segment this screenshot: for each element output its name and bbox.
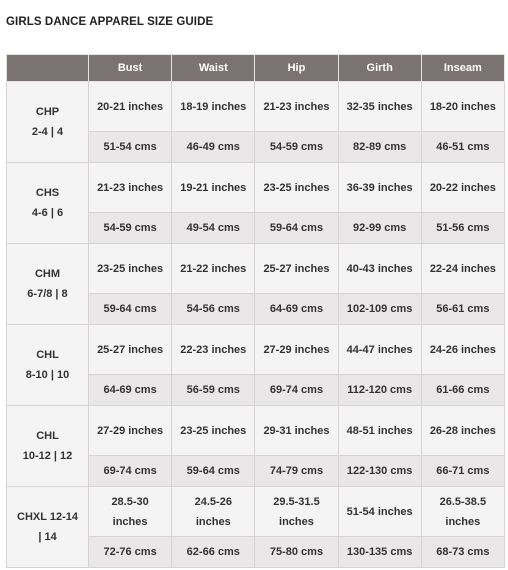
- inseam-cms-cell: 66-71 cms: [421, 456, 504, 487]
- inseam-inches-cell: 26.5-38.5 inches: [421, 487, 504, 537]
- size-code: CHL: [36, 349, 59, 361]
- inseam-inches-cell: 20-22 inches: [421, 163, 504, 213]
- header-size: [7, 55, 89, 82]
- size-guide-table: [6, 54, 505, 568]
- hip-inches-cell: 25-27 inches: [255, 244, 338, 294]
- hip-cms-cell: 64-69 cms: [255, 294, 338, 325]
- girth-inches-cell: 40-43 inches: [338, 244, 421, 294]
- size-range: 4-6 | 6: [31, 207, 64, 219]
- waist-inches-cell: 18-19 inches: [172, 82, 255, 132]
- size-code: CHS: [35, 187, 60, 199]
- table-row-inches: [7, 325, 505, 375]
- table-row-inches: [7, 244, 505, 294]
- size-label-cell: [7, 325, 89, 406]
- size-code: CHL: [36, 430, 59, 442]
- inseam-inches-cell: 22-24 inches: [421, 244, 504, 294]
- inseam-inches-cell: 26-28 inches: [421, 406, 504, 456]
- waist-cms-cell: 49-54 cms: [172, 213, 255, 244]
- table-row-inches: [7, 82, 505, 132]
- table-header-row: [7, 55, 505, 82]
- bust-inches-cell: 23-25 inches: [89, 244, 172, 294]
- girth-cms-cell: 130-135 cms: [338, 537, 421, 568]
- size-range: 10-12 | 12: [22, 450, 73, 462]
- hip-inches-cell: 29-31 inches: [255, 406, 338, 456]
- hip-cms-cell: 59-64 cms: [255, 213, 338, 244]
- table-body: [7, 82, 505, 568]
- bust-cms-cell: 51-54 cms: [89, 132, 172, 163]
- bust-inches-cell: 21-23 inches: [89, 163, 172, 213]
- size-code: CHXL 12-14: [17, 511, 78, 523]
- hip-inches-cell: 27-29 inches: [255, 325, 338, 375]
- hip-inches-cell: 21-23 inches: [255, 82, 338, 132]
- hip-cms-cell: 54-59 cms: [255, 132, 338, 163]
- girth-inches-cell: 44-47 inches: [338, 325, 421, 375]
- bust-cms-cell: 64-69 cms: [89, 375, 172, 406]
- girth-inches-cell: 32-35 inches: [338, 82, 421, 132]
- hip-cms-cell: 69-74 cms: [255, 375, 338, 406]
- table-row-inches: [7, 487, 505, 537]
- size-range: 2-4 | 4: [31, 126, 64, 138]
- size-range: 6-7/8 | 8: [27, 288, 68, 300]
- header-hip: Hip: [255, 55, 338, 82]
- waist-inches-cell: 21-22 inches: [172, 244, 255, 294]
- header-waist: Waist: [172, 55, 255, 82]
- size-code: CHP: [35, 106, 60, 118]
- bust-cms-cell: 59-64 cms: [89, 294, 172, 325]
- waist-cms-cell: 59-64 cms: [172, 456, 255, 487]
- girth-cms-cell: 82-89 cms: [338, 132, 421, 163]
- waist-inches-cell: 24.5-26 inches: [172, 487, 255, 537]
- table-row-inches: [7, 406, 505, 456]
- size-label-cell: [7, 82, 89, 163]
- inseam-cms-cell: 46-51 cms: [421, 132, 504, 163]
- bust-cms-cell: 72-76 cms: [89, 537, 172, 568]
- header-bust: Bust: [89, 55, 172, 82]
- waist-cms-cell: 54-56 cms: [172, 294, 255, 325]
- girth-cms-cell: 122-130 cms: [338, 456, 421, 487]
- girth-cms-cell: 102-109 cms: [338, 294, 421, 325]
- size-range: 8-10 | 10: [25, 369, 70, 381]
- size-range: | 14: [38, 531, 57, 543]
- table-row-inches: [7, 163, 505, 213]
- hip-cms-cell: 74-79 cms: [255, 456, 338, 487]
- inseam-cms-cell: 68-73 cms: [421, 537, 504, 568]
- girth-inches-cell: 51-54 inches: [338, 487, 421, 537]
- waist-inches-cell: 22-23 inches: [172, 325, 255, 375]
- bust-inches-cell: 25-27 inches: [89, 325, 172, 375]
- size-label-cell: [7, 487, 89, 568]
- size-label-cell: [7, 244, 89, 325]
- inseam-cms-cell: 61-66 cms: [421, 375, 504, 406]
- hip-cms-cell: 75-80 cms: [255, 537, 338, 568]
- girth-inches-cell: 48-51 inches: [338, 406, 421, 456]
- hip-inches-cell: 29.5-31.5 inches: [255, 487, 338, 537]
- size-label-cell: [7, 406, 89, 487]
- size-label-cell: [7, 163, 89, 244]
- bust-inches-cell: 20-21 inches: [89, 82, 172, 132]
- inseam-inches-cell: 18-20 inches: [421, 82, 504, 132]
- header-girth: Girth: [338, 55, 421, 82]
- bust-cms-cell: 54-59 cms: [89, 213, 172, 244]
- girth-inches-cell: 36-39 inches: [338, 163, 421, 213]
- header-inseam: Inseam: [421, 55, 504, 82]
- size-code: CHM: [34, 268, 61, 280]
- bust-inches-cell: 27-29 inches: [89, 406, 172, 456]
- bust-inches-cell: 28.5-30 inches: [89, 487, 172, 537]
- inseam-cms-cell: 56-61 cms: [421, 294, 504, 325]
- waist-cms-cell: 46-49 cms: [172, 132, 255, 163]
- waist-cms-cell: 62-66 cms: [172, 537, 255, 568]
- waist-inches-cell: 23-25 inches: [172, 406, 255, 456]
- inseam-inches-cell: 24-26 inches: [421, 325, 504, 375]
- hip-inches-cell: 23-25 inches: [255, 163, 338, 213]
- girth-cms-cell: 92-99 cms: [338, 213, 421, 244]
- page-title: GIRLS DANCE APPAREL SIZE GUIDE: [6, 16, 214, 28]
- waist-inches-cell: 19-21 inches: [172, 163, 255, 213]
- inseam-cms-cell: 51-56 cms: [421, 213, 504, 244]
- bust-cms-cell: 69-74 cms: [89, 456, 172, 487]
- girth-cms-cell: 112-120 cms: [338, 375, 421, 406]
- waist-cms-cell: 56-59 cms: [172, 375, 255, 406]
